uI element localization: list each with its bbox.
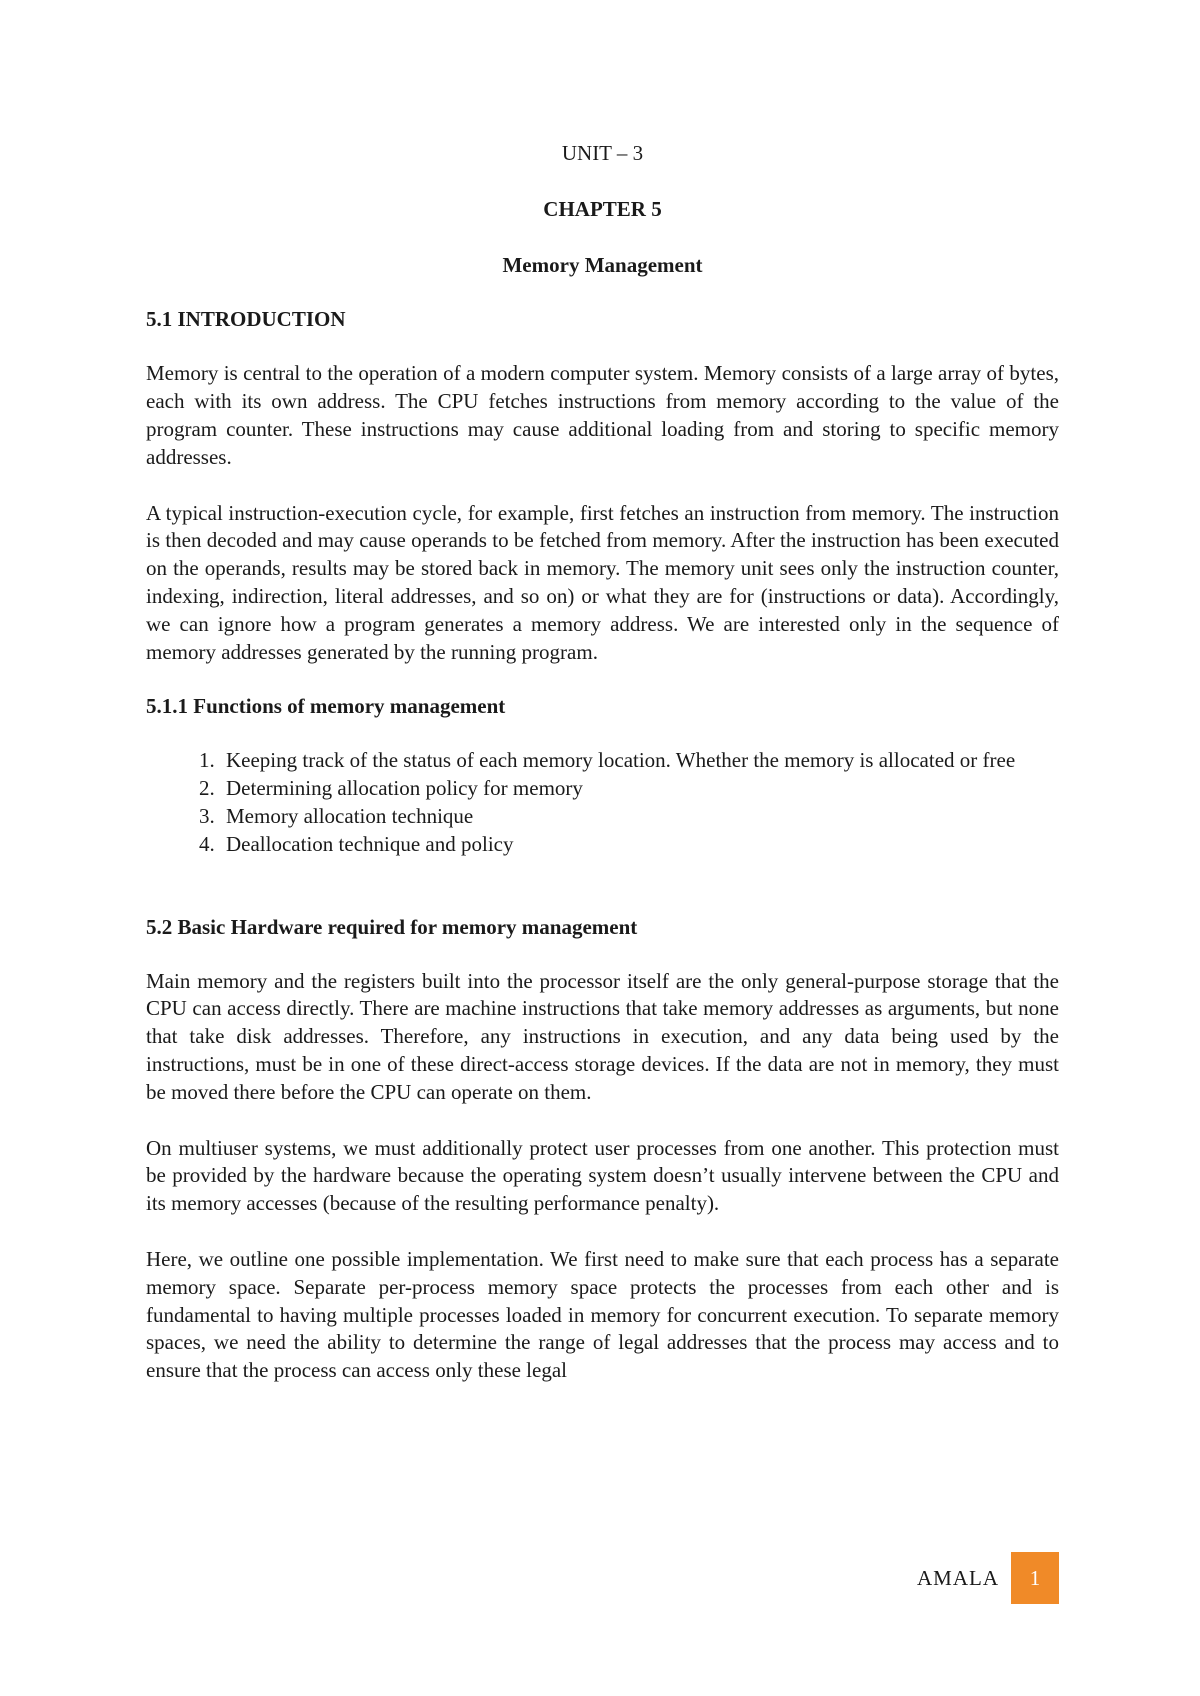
page-footer <box>917 1552 1059 1604</box>
paragraph-hardware-3: Here, we outline one possible implementation. We first need to make sure that each process has a separate memory space. Separate per-process memory space protects the processes from each other and is fundamental to having multiple processes loaded in memory for concurrent execution. To separate memory spaces, we need the ability to determine the range of legal addresses that the process may access and to ensure that the process can access only these legal <box>146 1246 1059 1383</box>
footer-author: AMALA <box>917 1565 999 1590</box>
paragraph-hardware-1: Main memory and the registers built into the processor itself are the only general-purpose storage that the CPU can access directly. There are machine instructions that take memory addresses as arguments, but none that take disk addresses. Therefore, any instructions in execution, and any data being used by the instructions, must be in one of these direct-access storage devices. If the data are not in memory, they must be moved there before the CPU can operate on them. <box>146 968 1059 1104</box>
paragraph-intro-2: A typical instruction-execution cycle, for example, first fetches an instruction from memory. The instruction is then decoded and may cause operands to be fetched from memory. After the instruction has been executed on the operands, results may be stored back in memory. The memory unit sees only the instruction counter, indexing, indirection, literal addresses, and so on) or what they are for (instructions or data). Accordingly, we can ignore how a program generates a memory address. We are interested only in the sequence of memory addresses generated by the running program. <box>146 500 1059 664</box>
list-item: 2. Determining allocation policy for memory <box>220 775 1059 803</box>
functions-list <box>146 747 1059 858</box>
paragraph-intro-1: Memory is central to the operation of a modern computer system. Memory consists of a large array of bytes, each with its own address. The CPU fetches instructions from memory according to the value of the program counter. These instructions may cause additional loading from and storing to specific memory addresses. <box>146 361 1059 469</box>
chapter-label: CHAPTER 5 <box>543 196 662 221</box>
section-heading-5-2: 5.2 Basic Hardware required for memory management <box>146 914 638 939</box>
list-item: 3. Memory allocation technique <box>220 803 1059 831</box>
unit-label: UNIT – 3 <box>561 141 644 165</box>
list-item: 1. Keeping track of the status of each memory location. Whether the memory is allocated or free <box>220 747 1059 775</box>
paragraph-hardware-2: On multiuser systems, we must additionally protect user processes from one another. This protection must be provided by the hardware because the operating system doesn’t usually intervene between the CPU and its memory accesses (because of the resulting performance penalty). <box>146 1135 1059 1216</box>
section-heading-5-1: 5.1 INTRODUCTION <box>146 307 346 332</box>
list-item: 4. Deallocation technique and policy <box>220 831 1059 859</box>
page-title: Memory Management <box>502 252 703 277</box>
document-page <box>146 140 1059 1413</box>
section-heading-5-1-1: 5.1.1 Functions of memory management <box>146 694 506 719</box>
page-number-badge: 1 <box>1011 1552 1059 1604</box>
